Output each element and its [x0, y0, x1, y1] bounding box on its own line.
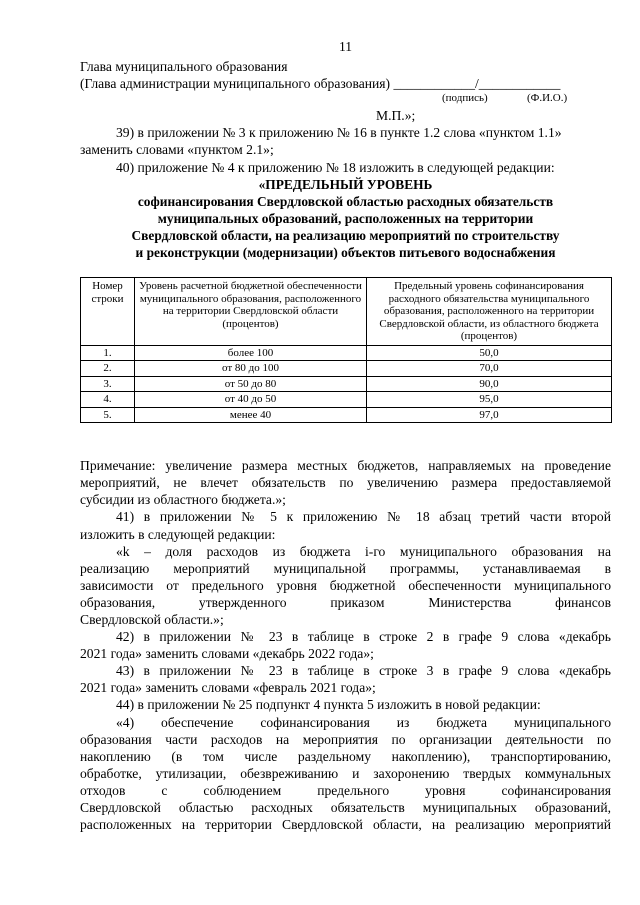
cell-cofinancing: 95,0: [367, 392, 612, 408]
cell-cofinancing: 90,0: [367, 376, 612, 392]
title-line: и реконструкции (модернизации) объектов питьевого водоснабжения: [135, 245, 556, 261]
caption-name: (Ф.И.О.): [527, 92, 568, 105]
paragraph-41: [80, 508, 611, 542]
p44-text-line: отходов с соблюдением предельного уровня софинансирования: [80, 782, 611, 798]
cell-budget-level: более 100: [135, 345, 367, 361]
table-row: [81, 407, 612, 423]
cell-cofinancing: 50,0: [367, 345, 612, 361]
k-def-line: реализацию мероприятий муниципальной программы, устанавливаемая в: [80, 560, 611, 576]
cell-number: 1.: [81, 345, 135, 361]
cell-budget-level: от 50 до 80: [135, 376, 367, 392]
table-row: [81, 376, 612, 392]
k-definition: [80, 543, 611, 628]
p44-text-line: образования части расходов на мероприятия по организации деятельности по: [80, 731, 611, 747]
signature-captions: [80, 92, 611, 105]
page-number: 11: [338, 39, 353, 54]
p44-text-line: расположенных на территории Свердловской области, на реализацию мероприятий: [80, 817, 611, 833]
cell-number: 4.: [81, 392, 135, 408]
table-row: [81, 345, 612, 361]
cell-cofinancing: 97,0: [367, 407, 612, 423]
header-cofinancing-level: Предельный уровень софинансирования расходного обязательства муниципального образования, расположенного на территории Свердловской области, из областного бюджета (процентов): [367, 278, 612, 346]
cofinancing-table: [80, 277, 612, 423]
paragraph-39-cont: заменить словами «пунктом 2.1»;: [80, 142, 274, 158]
p43-line: 43) в приложении № 23 в таблице в строке 3 в графе 9 слова «декабрь: [116, 663, 611, 679]
cell-budget-level: от 80 до 100: [135, 361, 367, 377]
document-page: [80, 38, 611, 833]
p44-text-line: обработке, утилизации, обезвреживанию и захоронению твердых коммунальных: [80, 765, 611, 781]
k-def-line: образования, утвержденного приказом Министерства финансов: [80, 594, 611, 610]
note-line: Примечание: увеличение размера местных бюджетов, направляемых на проведение: [80, 458, 611, 474]
signature-line: (Глава администрации муниципального образования) ____________/____________: [80, 76, 561, 92]
cell-number: 2.: [81, 361, 135, 377]
cell-number: 3.: [81, 376, 135, 392]
k-def-line: зависимости от предельного уровня бюджетной обеспеченности муниципального: [80, 577, 611, 593]
cell-cofinancing: 70,0: [367, 361, 612, 377]
p42-line: 2021 года» заменить словами «декабрь 2022 года»;: [80, 646, 374, 662]
section-title: [80, 176, 611, 261]
cell-number: 5.: [81, 407, 135, 423]
paragraph-42: [80, 628, 611, 662]
cell-budget-level: от 40 до 50: [135, 392, 367, 408]
header-budget-level: Уровень расчетной бюджетной обеспеченности муниципального образования, расположенного на территории Свердловской области (процентов): [135, 278, 367, 346]
paragraph-44-text: [80, 714, 611, 834]
p44-text-line: «4) обеспечение софинансирования из бюджета муниципального: [116, 714, 611, 730]
table-header-row: [81, 278, 612, 346]
k-def-line: «k – доля расходов из бюджета i-го муниципального образования на: [116, 543, 611, 559]
title-line: «ПРЕДЕЛЬНЫЙ УРОВЕНЬ: [258, 176, 433, 192]
table-row: [81, 361, 612, 377]
k-def-line: Свердловской области.»;: [80, 611, 224, 627]
note-line: мероприятий, не влечет обязательств по увеличению размера предоставляемой: [80, 475, 611, 491]
paragraph-39: 39) в приложении № 3 к приложению № 16 в пункте 1.2 слова «пунктом 1.1»: [116, 125, 562, 141]
p41-line: 41) в приложении № 5 к приложению № 18 абзац третий части второй: [116, 509, 611, 525]
signature-title: Глава муниципального образования: [80, 59, 288, 75]
title-line: Свердловской области, на реализацию мероприятий по строительству: [131, 227, 560, 243]
caption-signature: (подпись): [442, 92, 488, 105]
paragraph-43: [80, 662, 611, 696]
note-line: субсидии из областного бюджета.»;: [80, 492, 286, 508]
header-row-number: Номер строки: [81, 278, 135, 346]
seal-mark: М.П.»;: [376, 108, 416, 124]
paragraph-40: 40) приложение № 4 к приложению № 18 изложить в следующей редакции:: [116, 159, 555, 175]
p44-text-line: Свердловской областью расходных обязательств муниципальных образований,: [80, 800, 611, 815]
paragraph-44: 44) в приложении № 25 подпункт 4 пункта 5 изложить в новой редакции:: [116, 697, 541, 713]
table-row: [81, 392, 612, 408]
note-paragraph: [80, 457, 611, 508]
p42-line: 42) в приложении № 23 в таблице в строке 2 в графе 9 слова «декабрь: [116, 629, 611, 645]
title-line: муниципальных образований, расположенных на территории: [157, 210, 534, 226]
p43-line: 2021 года» заменить словами «февраль 2021 года»;: [80, 680, 376, 696]
title-line: софинансирования Свердловской областью расходных обязательств: [137, 193, 554, 209]
cell-budget-level: менее 40: [135, 407, 367, 423]
p41-line: изложить в следующей редакции:: [80, 526, 276, 542]
p44-text-line: накоплению (в том числе раздельному накоплению), транспортированию,: [80, 748, 611, 764]
